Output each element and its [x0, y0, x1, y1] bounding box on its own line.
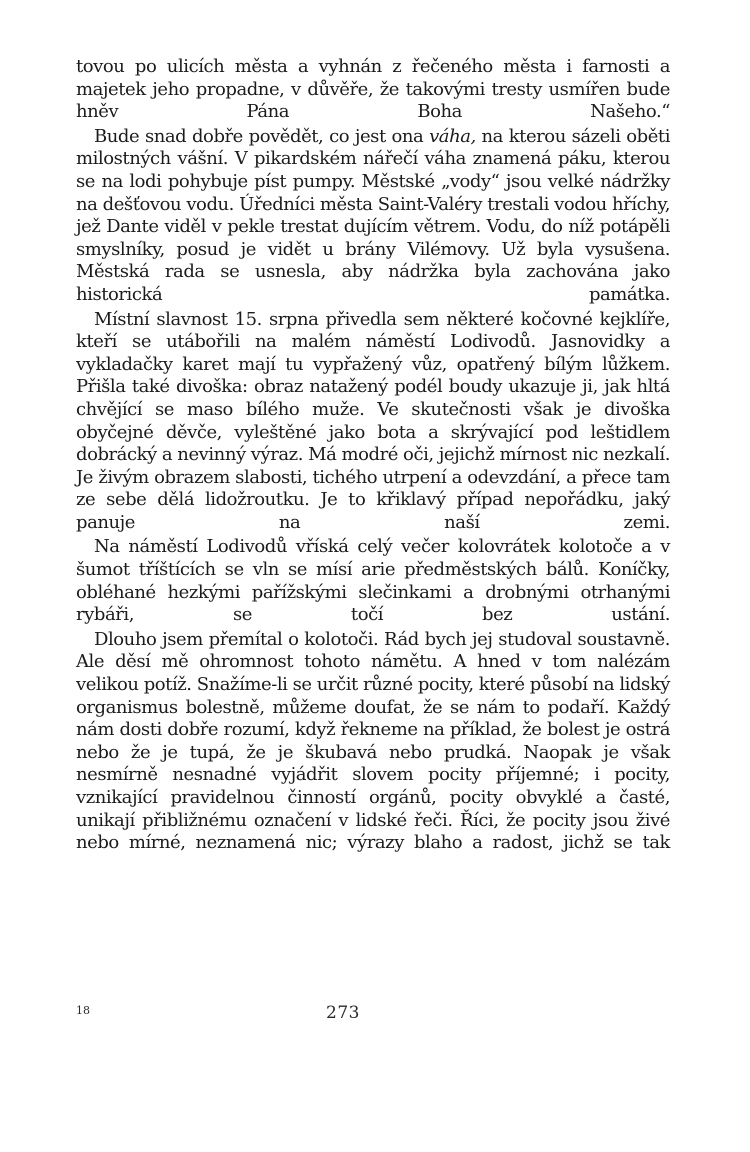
paragraph-3 — [76, 309, 670, 535]
paragraph-1 — [76, 56, 670, 124]
printer-signature: 18 — [76, 1004, 90, 1017]
paragraph-text: Místní slavnost 15. srpna přivedla sem některé kočovné kejklíře, kteří se utábořili na malém náměstí Lodivodů. Jasnovidky a vykladačky karet mají tu vypřažený vůz, opatřený bílým lůžkem. Přišla také divoška: obraz natažený podél boudy ukazuje ji, jak hltá chvějící se maso bílého muže. Ve skutečnosti však je divoška obyčejné děvče, vyleštěné jako bota a skrývající pod leštidlem dobrácký a nevinný výraz. Má modré oči, jejichž mírnost nic nezkalí. Je živým obrazem slabosti, tichého utrpení a odevzdání, a přece tam ze sebe dělá lidožroutku. Je to křiklavý případ nepořádku, jaký panuje na naší zemi. — [76, 308, 670, 533]
paragraph-5 — [76, 629, 670, 855]
book-page — [76, 56, 670, 1136]
paragraph-text: Na náměstí Lodivodů vříská celý večer kolovrátek kolotoče a v šumot tříštících se vln se mísí arie předměstských bálů. Koníčky, obléhané hezkými pařížskými slečinkami a drobnými otrhanými rybáři, se točí bez ustání. — [76, 536, 670, 626]
paragraph-text: Bude snad dobře povědět, co jest ona — [94, 125, 430, 147]
page-number: 273 — [326, 1003, 360, 1023]
paragraph-text: tovou po ulicích města a vyhnán z řečeného města i farnosti a majetek jeho propadne, v důvěře, že takovými tresty usmířen bude hněv Pána Boha Našeho.“ — [76, 56, 670, 123]
paragraph-4 — [76, 536, 670, 626]
paragraph-text: Dlouho jsem přemítal o kolotoči. Rád bych jej studoval soustavně. Ale děsí mě ohromnost tohoto námětu. A hned v tom nalézám velikou potíž. Snažíme-li se určit různé pocity, které působí na lidský organismus bolestně, můžeme doufat, že se nám to podaří. Každý nám dosti dobře rozumí, když řekneme na příklad, že bolest je ostrá nebo že je tupá, že je škubavá nebo prudká. Naopak je však nesmírně nesnadné vyjádřit slovem pocity příjemné; i pocity, vznikající pravidelnou činností orgánů, pocity obvyklé a časté, unikají přibližnému označení v lidské řeči. Říci, že pocity jsou živé nebo mírné, neznamená nic; výrazy blaho a radost, jichž se tak — [76, 628, 670, 854]
paragraph-text: na kterou sázeli oběti milostných vášní. V pikardském nářečí váha znamená páku, kterou se na lodi pohybuje píst pumpy. Městské „vody“ jsou velké nádržky na dešťovou vodu. Úředníci města Saint-Valéry trestali vodou hříchy, jež Dante viděl v pekle trestat dujícím větrem. Vodu, do níž potápěli smyslníky, posud je vidět u brány Vilémovy. Už byla vysušena. Městská rada se usnesla, aby nádržka byla zachována jako historická památka. — [76, 125, 671, 305]
page-text — [76, 56, 670, 855]
paragraph-2 — [76, 126, 670, 307]
emphasis-word: váha, — [429, 125, 476, 147]
